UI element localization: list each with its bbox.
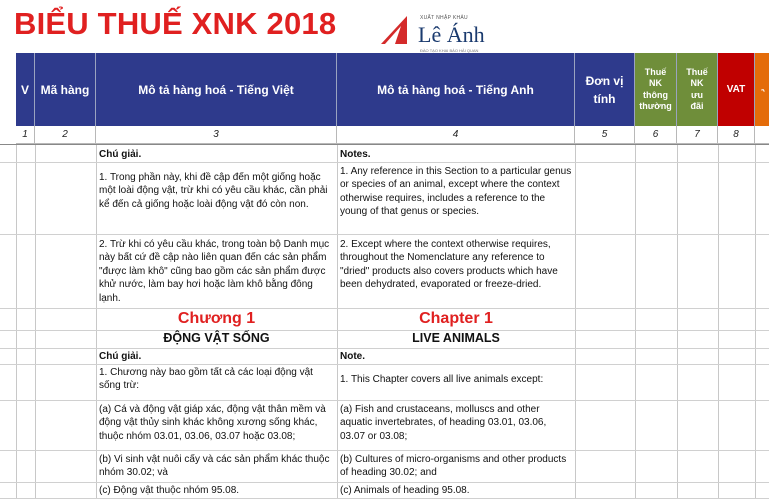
item-b-vn[interactable]: (b) Vi sinh vật nuôi cấy và các sản phẩm khác thuộc nhóm 30.02; và	[99, 454, 330, 479]
header-next-column[interactable]	[755, 53, 769, 126]
col-number-8: 8	[718, 126, 755, 144]
chapter-en[interactable]: Chapter 1	[419, 310, 493, 327]
col-number-7: 7	[677, 126, 718, 144]
header-normal-tax[interactable]: Thuế NK thông thường	[635, 53, 677, 126]
logo-name: Lê Ánh	[418, 22, 485, 47]
chapter-notes-heading-en[interactable]: Note.	[340, 351, 365, 362]
col-number-6: 6	[635, 126, 677, 144]
item-a-en[interactable]: (a) Fish and crustaceans, molluscs and other aquatic invertebrates, of heading 03.01, 03.06, 03.07 or 03.08;	[340, 404, 547, 442]
header-v[interactable]: V	[16, 53, 35, 126]
page-title: BIỂU THUẾ XNK 2018	[14, 6, 337, 41]
col-number-1: 1	[16, 126, 35, 144]
header-desc-en[interactable]: Mô tả hàng hoá - Tiếng Anh	[337, 53, 575, 126]
header-desc-vn[interactable]: Mô tả hàng hoá - Tiếng Việt	[96, 53, 337, 126]
notes-heading-en[interactable]: Notes.	[340, 149, 371, 160]
chapter-notes-heading-vn[interactable]: Chú giải.	[99, 351, 142, 362]
header-code[interactable]: Mã hàng	[35, 53, 96, 126]
chevron-icon: ›	[756, 85, 768, 94]
item-c-en[interactable]: (c) Animals of heading 95.08.	[340, 485, 470, 496]
col-number-9	[755, 126, 769, 144]
note2-vn[interactable]: 2. Trừ khi có yêu cầu khác, trong toàn bộ Danh mục này bất cứ đề cập nào liên quan đến các sản phẩm "được làm khô" cũng bao gồm các sản phẩm được khử nước, làm bay hơi hoặc làm khô bằng đông lạnh.	[99, 239, 330, 304]
item-c-vn[interactable]: (c) Động vật thuộc nhóm 95.08.	[99, 485, 240, 496]
chapter-title-en[interactable]: LIVE ANIMALS	[412, 331, 500, 345]
chapter-title-vn[interactable]: ĐỘNG VẬT SỐNG	[163, 331, 270, 345]
item-b-en[interactable]: (b) Cultures of micro-organisms and other products of heading 30.02; and	[340, 454, 567, 479]
col-number-5: 5	[575, 126, 635, 144]
note1-vn[interactable]: 1. Trong phần này, khi đề cập đến một giống hoặc một loài động vật, trừ khi có yêu cầu khác, cần phải kể đến cả giống hoặc loài động vật đó còn non.	[99, 172, 328, 210]
header-preferential-tax[interactable]: Thuế NK ưu đãi	[677, 53, 718, 126]
header-unit[interactable]: Đơn vị tính	[575, 53, 635, 126]
notes-heading-vn[interactable]: Chú giải.	[99, 149, 142, 160]
header-vat[interactable]: VAT	[718, 53, 755, 126]
col-number-2: 2	[35, 126, 96, 144]
logo-subtext: ĐÀO TẠO KHAI BÁO HẢI QUAN	[420, 48, 479, 53]
chapter-vn[interactable]: Chương 1	[177, 310, 256, 327]
item-a-vn[interactable]: (a) Cá và động vật giáp xác, động vật thân mềm và động vật thủy sinh khác không xương sống khác, thuộc nhóm 03.01, 03.06, 03.07 hoặc 03.08;	[99, 404, 326, 442]
note2-en[interactable]: 2. Except where the context otherwise requires, throughout the Nomenclature any reference to "dried" products also covers products which have been dehydrated, evaporated or freeze-dried.	[340, 239, 558, 291]
chapter-note1-vn[interactable]: 1. Chương này bao gồm tất cả các loại động vật sống trừ:	[99, 367, 313, 392]
logo-tagline: XUẤT NHẬP KHẨU	[420, 15, 468, 21]
chapter-note1-en[interactable]: 1. This Chapter covers all live animals except:	[340, 374, 544, 385]
note1-en[interactable]: 1. Any reference in this Section to a particular genus or species of an animal, except where the context otherwise requires, includes a reference to the young of that genus or species.	[340, 166, 572, 218]
col-number-4: 4	[337, 126, 575, 144]
le-anh-logo-icon	[381, 14, 407, 44]
col-number-3: 3	[96, 126, 337, 144]
